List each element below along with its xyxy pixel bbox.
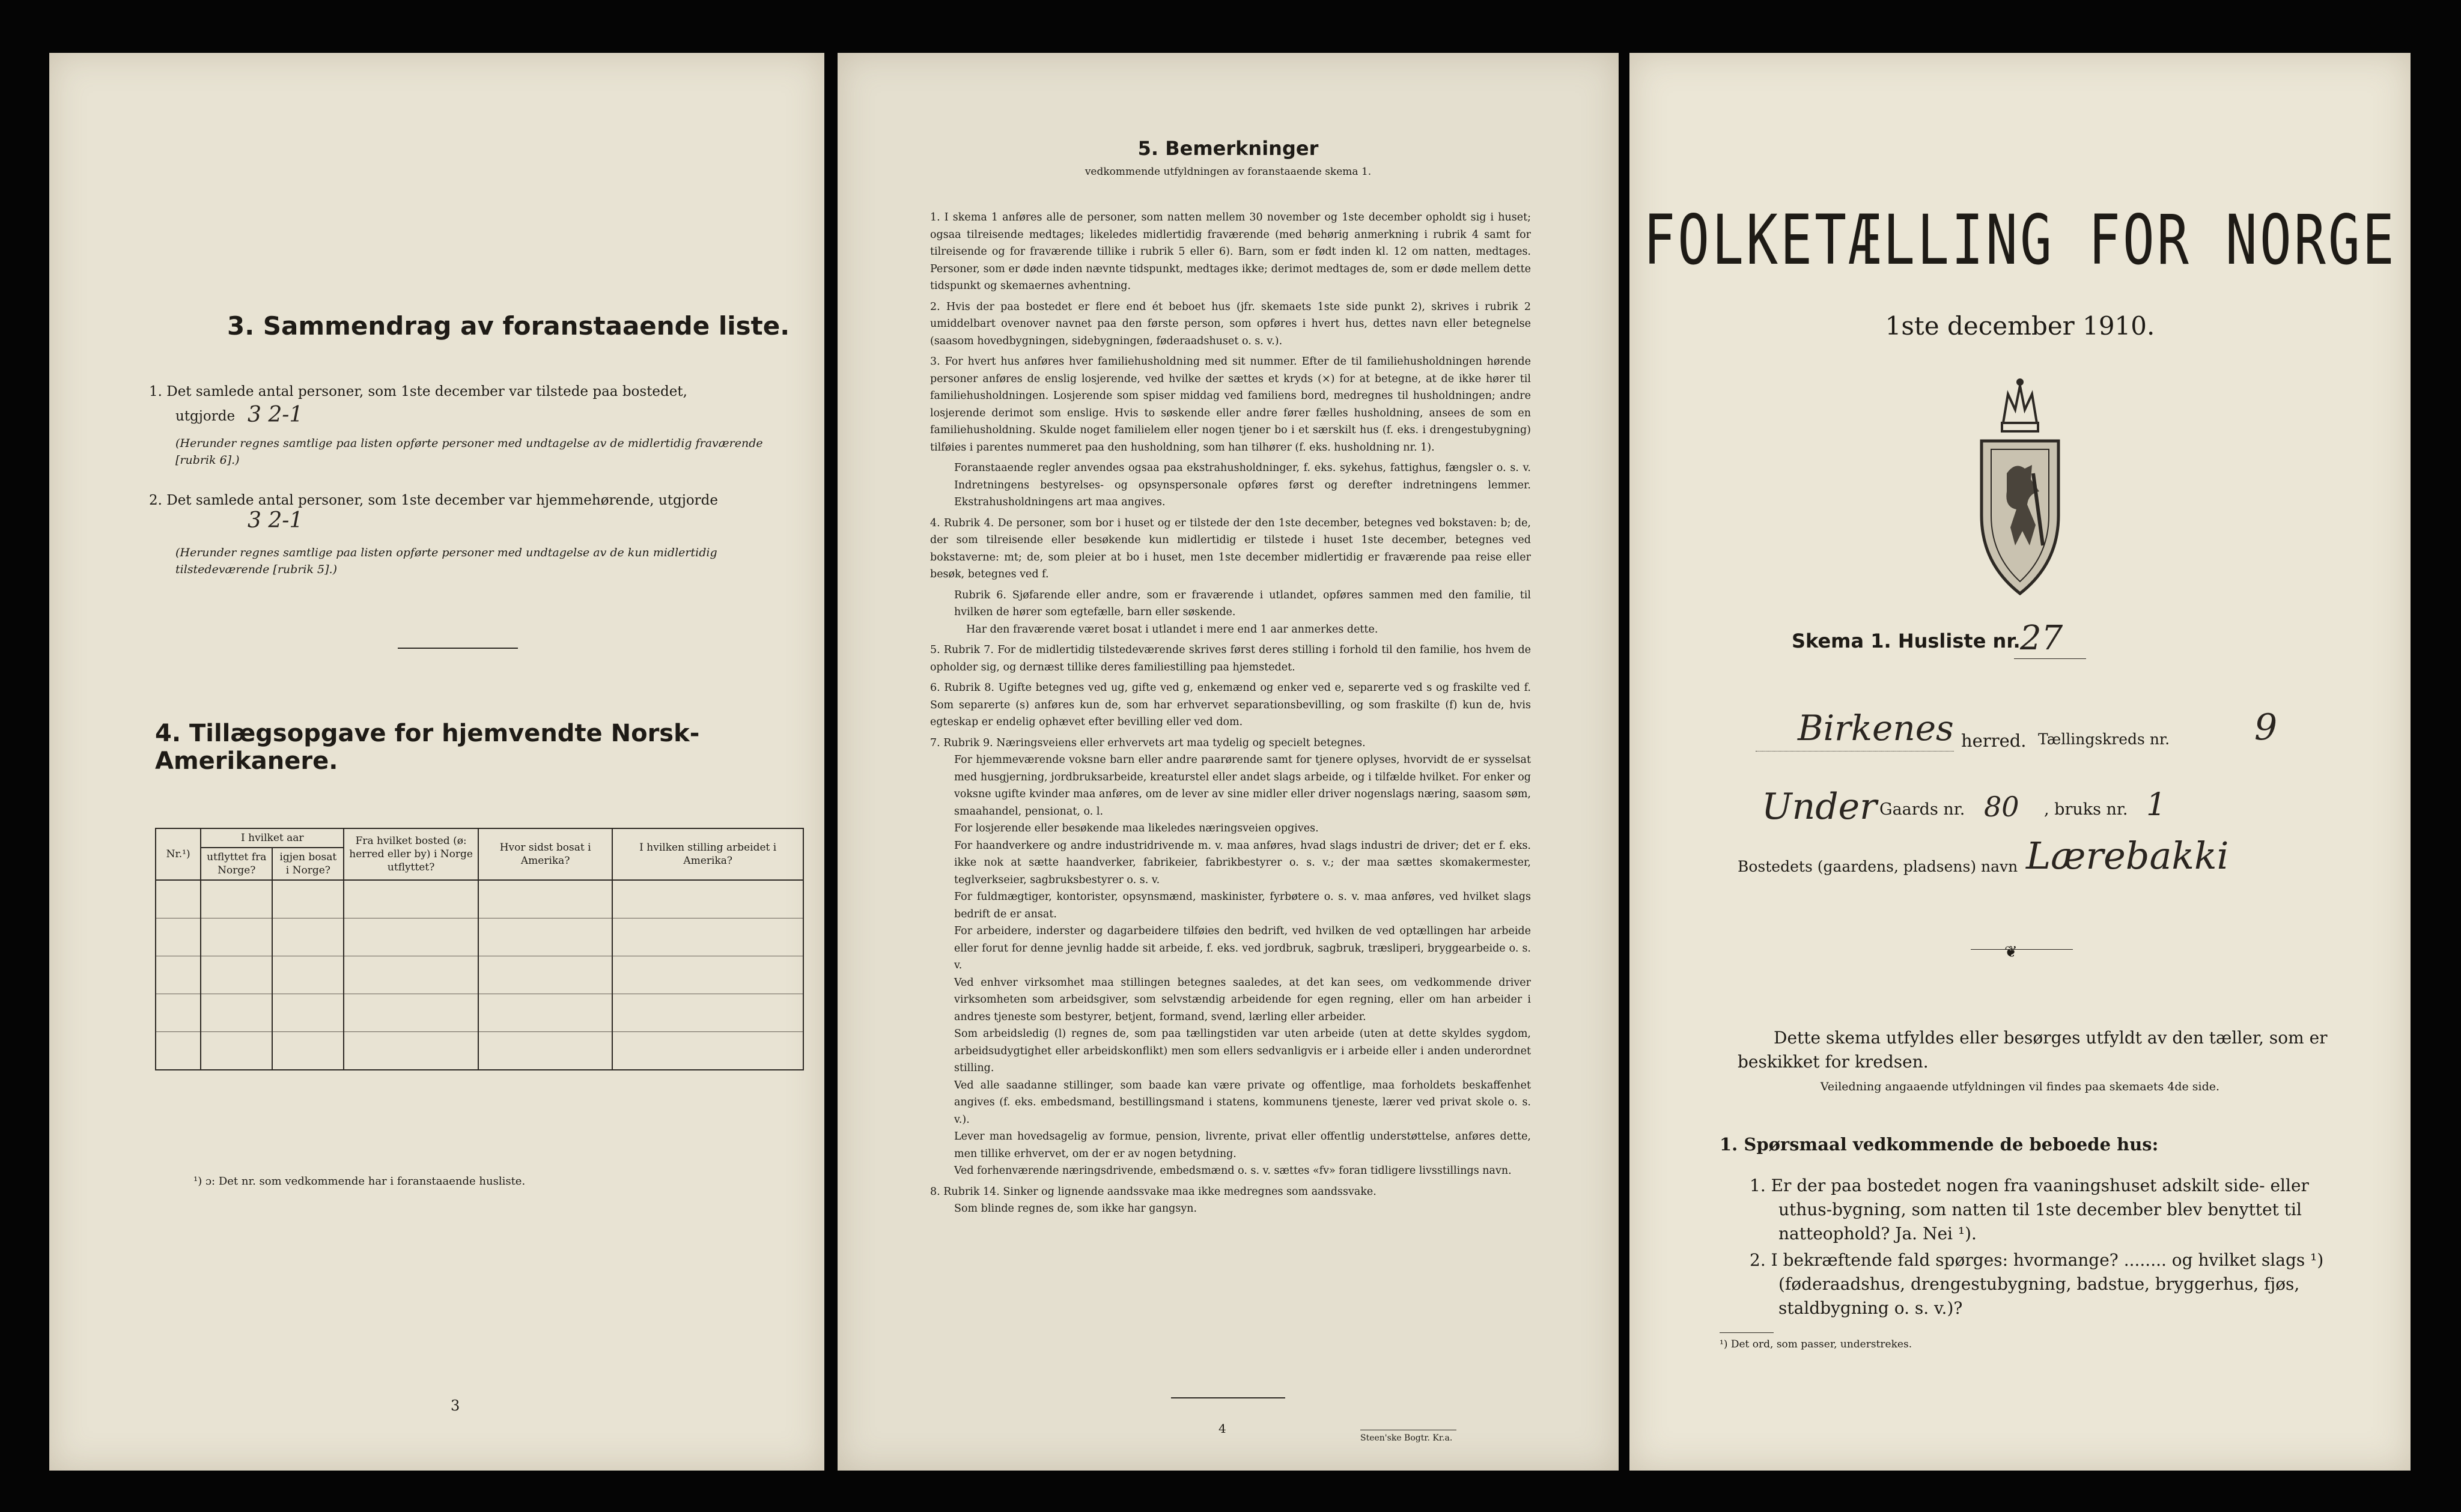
divider: [1171, 1397, 1285, 1398]
printer-imprint: Steen'ske Bogtr. Kr.a.: [1360, 1433, 1453, 1443]
coat-of-arms-icon: [1973, 365, 2067, 606]
table-footnote: ¹) ɔ: Det nr. som vedkommende har i foranstaaende husliste.: [193, 1175, 526, 1188]
table-row: [156, 918, 803, 956]
gaard-value[interactable]: Under: [1762, 786, 1877, 828]
table-row: [156, 880, 803, 918]
table-row: [156, 956, 803, 994]
remarks-list: [930, 209, 1531, 1221]
section3-title: 3. Sammendrag av foranstaaende liste.: [227, 311, 790, 341]
kreds-label: Tællingskreds nr.: [2038, 730, 2170, 748]
remark-item: For arbeidere, inderster og dagarbeidere tilføies den bedrift, ved hvilken de ved optællingen har arbeide eller forut for denne jevnlig hadde sit arbeide, f. eks. ved jordbruk, sagbruk, træsliperi, bryggearbeide o. s. v.: [954, 925, 1531, 971]
bruks-value[interactable]: 1: [2146, 787, 2167, 823]
divider: [398, 648, 518, 649]
remark-item: Har den fraværende været bosat i utlandet i mere end 1 aar anmerkes dette.: [966, 623, 1378, 636]
remark-item: Ved forhenværende næringsdrivende, embedsmænd o. s. v. sættes «fv» foran tidligere livsstillings navn.: [954, 1165, 1512, 1177]
footnote: ¹) Det ord, som passer, understrekes.: [1720, 1338, 1912, 1350]
q1-heading: 1. Spørsmaal vedkommende de beboede hus:: [1720, 1134, 2159, 1155]
remark-item: 5. Rubrik 7. For de midlertidig tilstedeværende skrives først deres stilling i forhold til den familie, hos hvem de opholder sig, og dernæst tillike deres familiestilling paa hjemstedet.: [930, 644, 1531, 673]
q2-note: (Herunder regnes samtlige paa listen opførte personer med undtagelse av de kun midlertidig tilstedeværende [rubrik 5].): [175, 546, 717, 576]
remark-item: For hjemmeværende voksne barn eller andre paarørende samt for tjenere oplyses, hvorvidt de er sysselsat med husgjerning, jordbruksarbeide, kreaturstel eller andet slags arbeide, og i tilfælde hvilket. For enker og voksne ugifte kvinder maa anføres, om de lever av sine midler eller driver nogenslags næring, saasom søm, smaahandel, pensionat, o. l.: [954, 754, 1531, 818]
remark-item: 6. Rubrik 8. Ugifte betegnes ved ug, gifte ved g, enkemænd og enker ved e, separerte ved s og fraskilte ved f. Som separerte (s) anføres kun de, som har erhvervet separationsbevilling, og som fraskilte (f) kun de, hvis egteskap er endelig ophævet efter bevilling eller ved dom.: [930, 682, 1531, 728]
table-row: [156, 1032, 803, 1070]
q1-value[interactable]: 3 2-1: [248, 402, 303, 427]
remark-item: Som blinde regnes de, som ikke har gangsyn.: [954, 1203, 1197, 1215]
q1-2: 2. I bekræftende fald spørges: hvormange? ........ og hvilket slags ¹) (føderaadshus, drengestubygning, badstue, bryggerhus, fjøs, staldbygning o. s. v.)?: [1750, 1250, 2324, 1318]
divider: [1720, 1332, 1774, 1333]
remark-item: 8. Rubrik 14. Sinker og lignende aandssvake maa ikke medregnes som aandssvake.: [930, 1185, 1377, 1198]
husliste-nr[interactable]: 27: [2020, 619, 2063, 658]
divider: [1971, 949, 2073, 950]
gaards-value[interactable]: 80: [1984, 791, 2019, 823]
remark-item: 1. I skema 1 anføres alle de personer, som natten mellem 30 november og 1ste december opholdt sig i huset; ogsaa tilreisende medtages; likeledes midlertidig fraværende (med behørig anmerkning i rubrik 4 samt for tilreisende og for fraværende tillike i rubrik 5 eller 6). Barn, som er født inden kl. 12 om natten, medtages. Personer, som er døde inden nævnte tidspunkt, medtages ikke; derimot medtages de, som er døde mellem dette tidspunkt og skemaernes avhentning.: [930, 211, 1531, 292]
page-number: 3: [451, 1397, 460, 1414]
remark-item: For losjerende eller besøkende maa likeledes næringsveien opgives.: [954, 822, 1319, 834]
q2-text: 2. Det samlede antal personer, som 1ste december var hjemmehørende, utgjorde: [149, 493, 719, 508]
remark-item: For haandverkere og andre industridrivende m. v. maa anføres, hvad slags industri de driver; det er f. eks. ikke nok at sætte haandverker, fabrikeier, fabrikbestyrer o. s. v.; der maa sættes skomakermester, teglverkseier, sagbruksbestyrer o. s. v.: [954, 839, 1531, 886]
remark-item: 2. Hvis der paa bostedet er flere end ét beboet hus (jfr. skemaets 1ste side punkt 2), skrives i rubrik 2 umiddelbart ovenover navnet paa den første person, som opføres i hvert hus, dettes navn eller betegnelse (saasom hovedbygningen, sidebygningen, føderaadshuset o. s. v.).: [930, 300, 1531, 347]
col-emigrated-header: utflyttet fra Norge?: [201, 848, 272, 880]
page-number: 4: [1218, 1421, 1226, 1436]
remarks-subtitle: vedkommende utfyldningen av foranstaaende skema 1.: [1084, 166, 1372, 178]
gaards-label: Gaards nr.: [1879, 800, 1965, 819]
guidance: Veiledning angaaende utfyldningen vil findes paa skemaets 4de side.: [1820, 1080, 2220, 1093]
remark-item: Foranstaaende regler anvendes ogsaa paa ekstrahusholdninger, f. eks. sykehus, fattighus, fængsler o. s. v. Indretningens bestyrelses- og opsynspersonale opføres først og derefter indretningens lemmer. Ekstrahusholdningens art maa angives.: [954, 462, 1531, 508]
middle-page: [838, 53, 1619, 1471]
skema-label: Skema 1. Husliste nr.: [1792, 630, 2021, 652]
q2-value[interactable]: 3 2-1: [248, 508, 303, 533]
q1-note: (Herunder regnes samtlige paa listen opførte personer med undtagelse av de midlertidig fraværende [rubrik 6].): [175, 437, 763, 467]
remark-item: Ved enhver virksomhet maa stillingen betegnes saaledes, at det kan sees, om vedkommende driver virksomheten som arbeidsgiver, som selvstændig arbeidende for egen regning, eller om han arbeider i andres tjeneste som bestyrer, betjent, formand, svend, lærling eller arbeider.: [954, 976, 1531, 1023]
col-from-where-header: Fra hvilket bosted (ø: herred eller by) i Norge utflyttet?: [344, 828, 478, 880]
col-position-header: I hvilken stilling arbeidet i Amerika?: [612, 828, 803, 880]
form-date: 1ste december 1910.: [1885, 311, 2155, 341]
col-nr-header: Nr.¹): [156, 828, 201, 880]
bosted-value[interactable]: Lærebakki: [2026, 834, 2229, 878]
norsk-amerikanere-table: [155, 828, 804, 1070]
col-year-group-header: I hvilket aar: [201, 828, 344, 848]
remark-item: Ved alle saadanne stillinger, som baade kan være private og offentlige, maa forholdets beskaffenhet angives (f. eks. embedsmand, bestillingsmand i statens, kommunens tjeneste, lærer ved privat skole o. s. v.).: [954, 1079, 1531, 1126]
left-page: [49, 53, 824, 1471]
section4-title: 4. Tillægsopgave for hjemvendte Norsk-Amerikanere.: [155, 720, 700, 775]
kreds-value[interactable]: 9: [2254, 706, 2278, 748]
col-returned-header: igjen bosat i Norge?: [272, 848, 344, 880]
remarks-title: 5. Bemerkninger: [1137, 137, 1319, 160]
bosted-label: Bostedets (gaardens, pladsens) navn: [1738, 858, 2018, 875]
herred-label: herred.: [1961, 730, 2027, 751]
remark-item: Som arbeidsledig (l) regnes de, som paa tællingstiden var uten arbeide (uten at dette skyldes sygdom, arbeidsudygtighet eller arbeidskonflikt) men som ellers sedvanligvis er i arbeide eller i anden underordnet stilling.: [954, 1028, 1531, 1074]
bruks-label: , bruks nr.: [2044, 800, 2128, 819]
remark-item: 3. For hvert hus anføres hver familiehusholdning med sit nummer. Efter de til familiehusholdningen hørende personer anføres de enslig losjerende, ved hvilke der sættes et kryds (×) for at betegne, at de ikke hører til familiehusholdningen. Losjerende som spiser middag ved familiens bord, medregnes til husholdningen; andre losjerende derimot som enslige. Hvis to søskende eller andre fører fælles husholdning, ansees de som en familiehusholdning. Skulde noget familielem eller nogen tjener bo i et særskilt hus (f. eks. i drengestubygning) tilføies i parentes nummeret paa den husholdning, som han tilhører (f. eks. husholdning nr. 1).: [930, 356, 1531, 454]
remark-item: 4. Rubrik 4. De personer, som bor i huset og er tilstede der den 1ste december, betegnes ved bokstaven: b; de, der som tilreisende eller besøkende kun midlertidig er tilstede i huset 1ste december, betegnes ved bokstaverne: mt; de, som pleier at bo i huset, men 1ste december midlertidig er fraværende paa reise eller besøk, betegnes ved f.: [930, 517, 1531, 580]
remark-item: Lever man hovedsagelig av formue, pension, livrente, privat eller offentlig understøttelse, anføres dette, men tillike erhvervet, om der er av nogen betydning.: [954, 1131, 1531, 1160]
col-last-residence-header: Hvor sidst bosat i Amerika?: [478, 828, 613, 880]
remark-item: Rubrik 6. Sjøfarende eller andre, som er fraværende i utlandet, opføres sammen med den familie, til hvilken de hører som egtefælle, barn eller søskende.: [954, 589, 1531, 618]
right-page: [1629, 53, 2411, 1471]
ornament-icon: ❦: [2004, 943, 2018, 961]
table-row: [156, 994, 803, 1032]
q1-text: 1. Det samlede antal personer, som 1ste december var tilstede paa bostedet,: [149, 384, 687, 399]
remark-item: For fuldmægtiger, kontorister, opsynsmænd, maskinister, fyrbøtere o. s. v. maa anføres, ved hvilket slags bedrift de er ansat.: [954, 891, 1531, 920]
underline: [2014, 658, 2086, 659]
q1-1: 1. Er der paa bostedet nogen fra vaaningshuset adskilt side- eller uthus-bygning, som natten til 1ste december blev benyttet til natteophold? Ja. Nei ¹).: [1750, 1176, 2309, 1243]
dotted-line: [1756, 751, 1954, 752]
form-title: FOLKETÆLLING FOR NORGE: [1643, 199, 2397, 281]
herred-value[interactable]: Birkenes: [1798, 708, 1954, 748]
q1-prefix: utgjorde: [175, 408, 236, 424]
remark-item: 7. Rubrik 9. Næringsveiens eller erhvervets art maa tydelig og specielt betegnes.: [930, 736, 1366, 749]
instructions: Dette skema utfyldes eller besørges utfyldt av den tæller, som er beskikket for kredsen.: [1738, 1028, 2328, 1072]
